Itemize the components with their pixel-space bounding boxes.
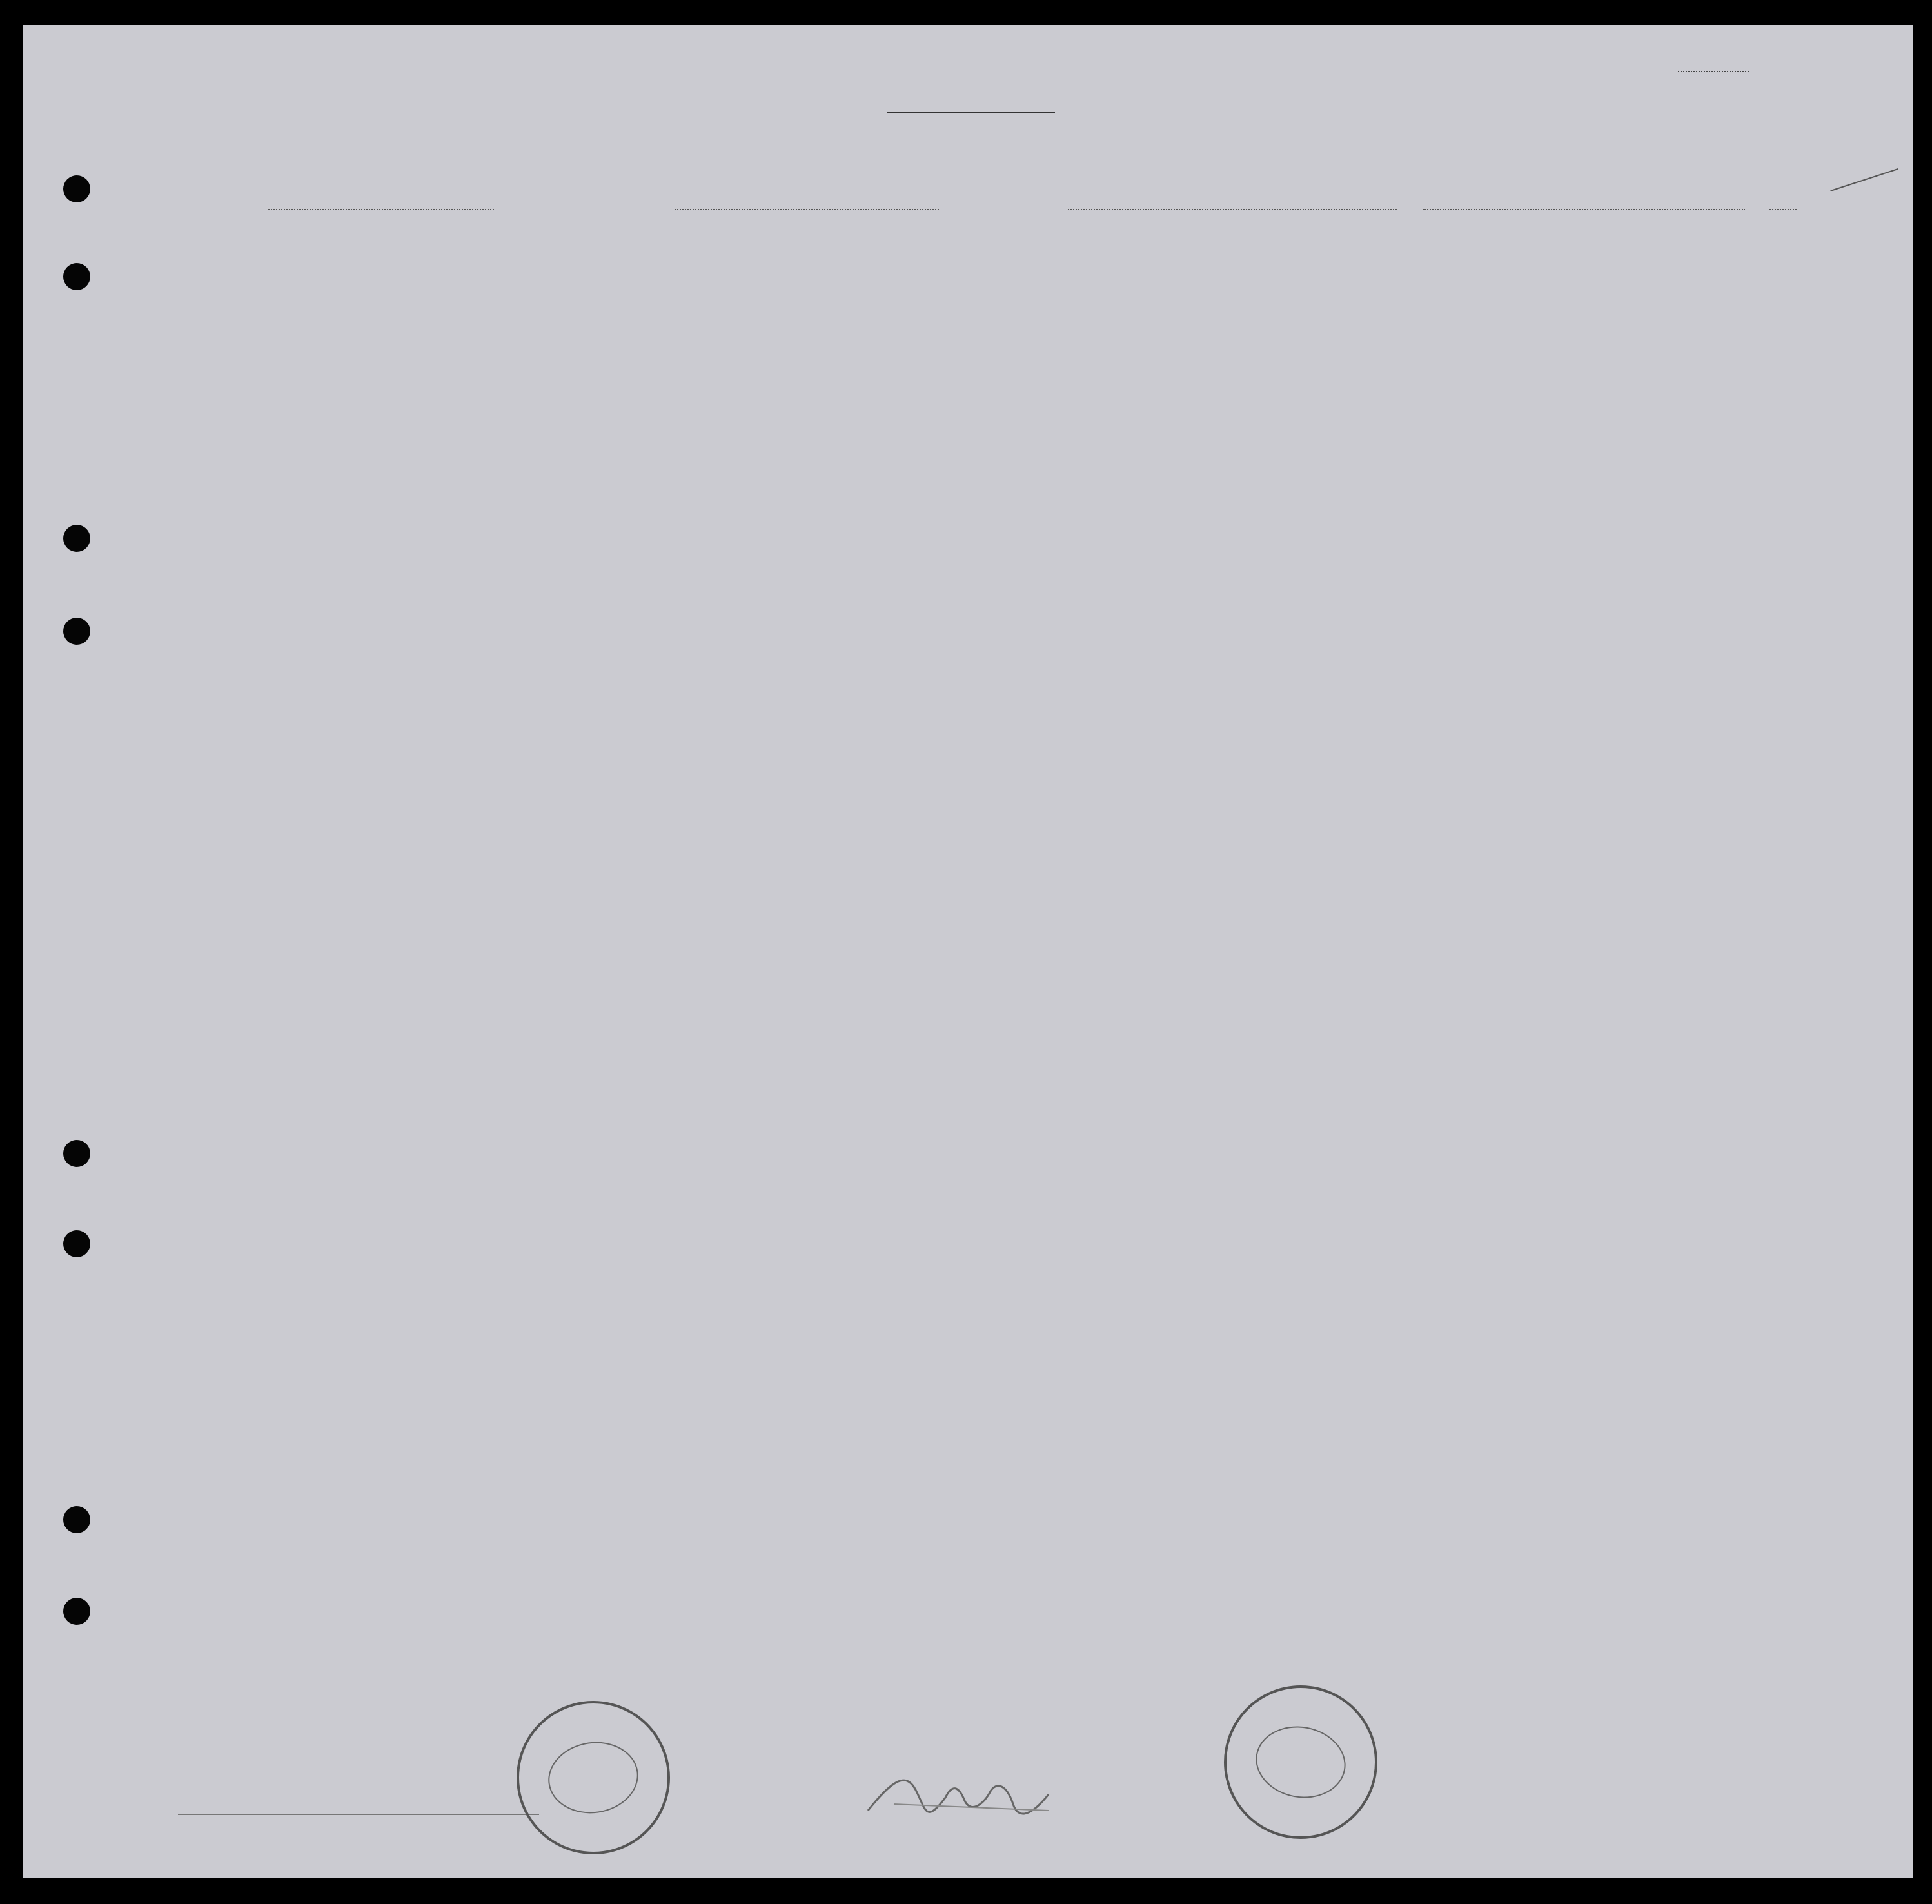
stamp-inner (1250, 1720, 1352, 1805)
binder-hole (63, 1230, 90, 1257)
binder-hole (63, 618, 90, 645)
binder-hole (63, 525, 90, 552)
agents-rule (178, 1814, 539, 1815)
binder-hole (63, 1506, 90, 1533)
binder-hole (63, 263, 90, 290)
binder-hole (63, 175, 90, 202)
table-grid (23, 25, 1913, 1878)
stamp-inner (544, 1736, 643, 1819)
manifest-sheet (23, 25, 1913, 1878)
binder-hole (63, 1598, 90, 1625)
inspector-signature (855, 1765, 1061, 1836)
binder-hole (63, 1140, 90, 1167)
